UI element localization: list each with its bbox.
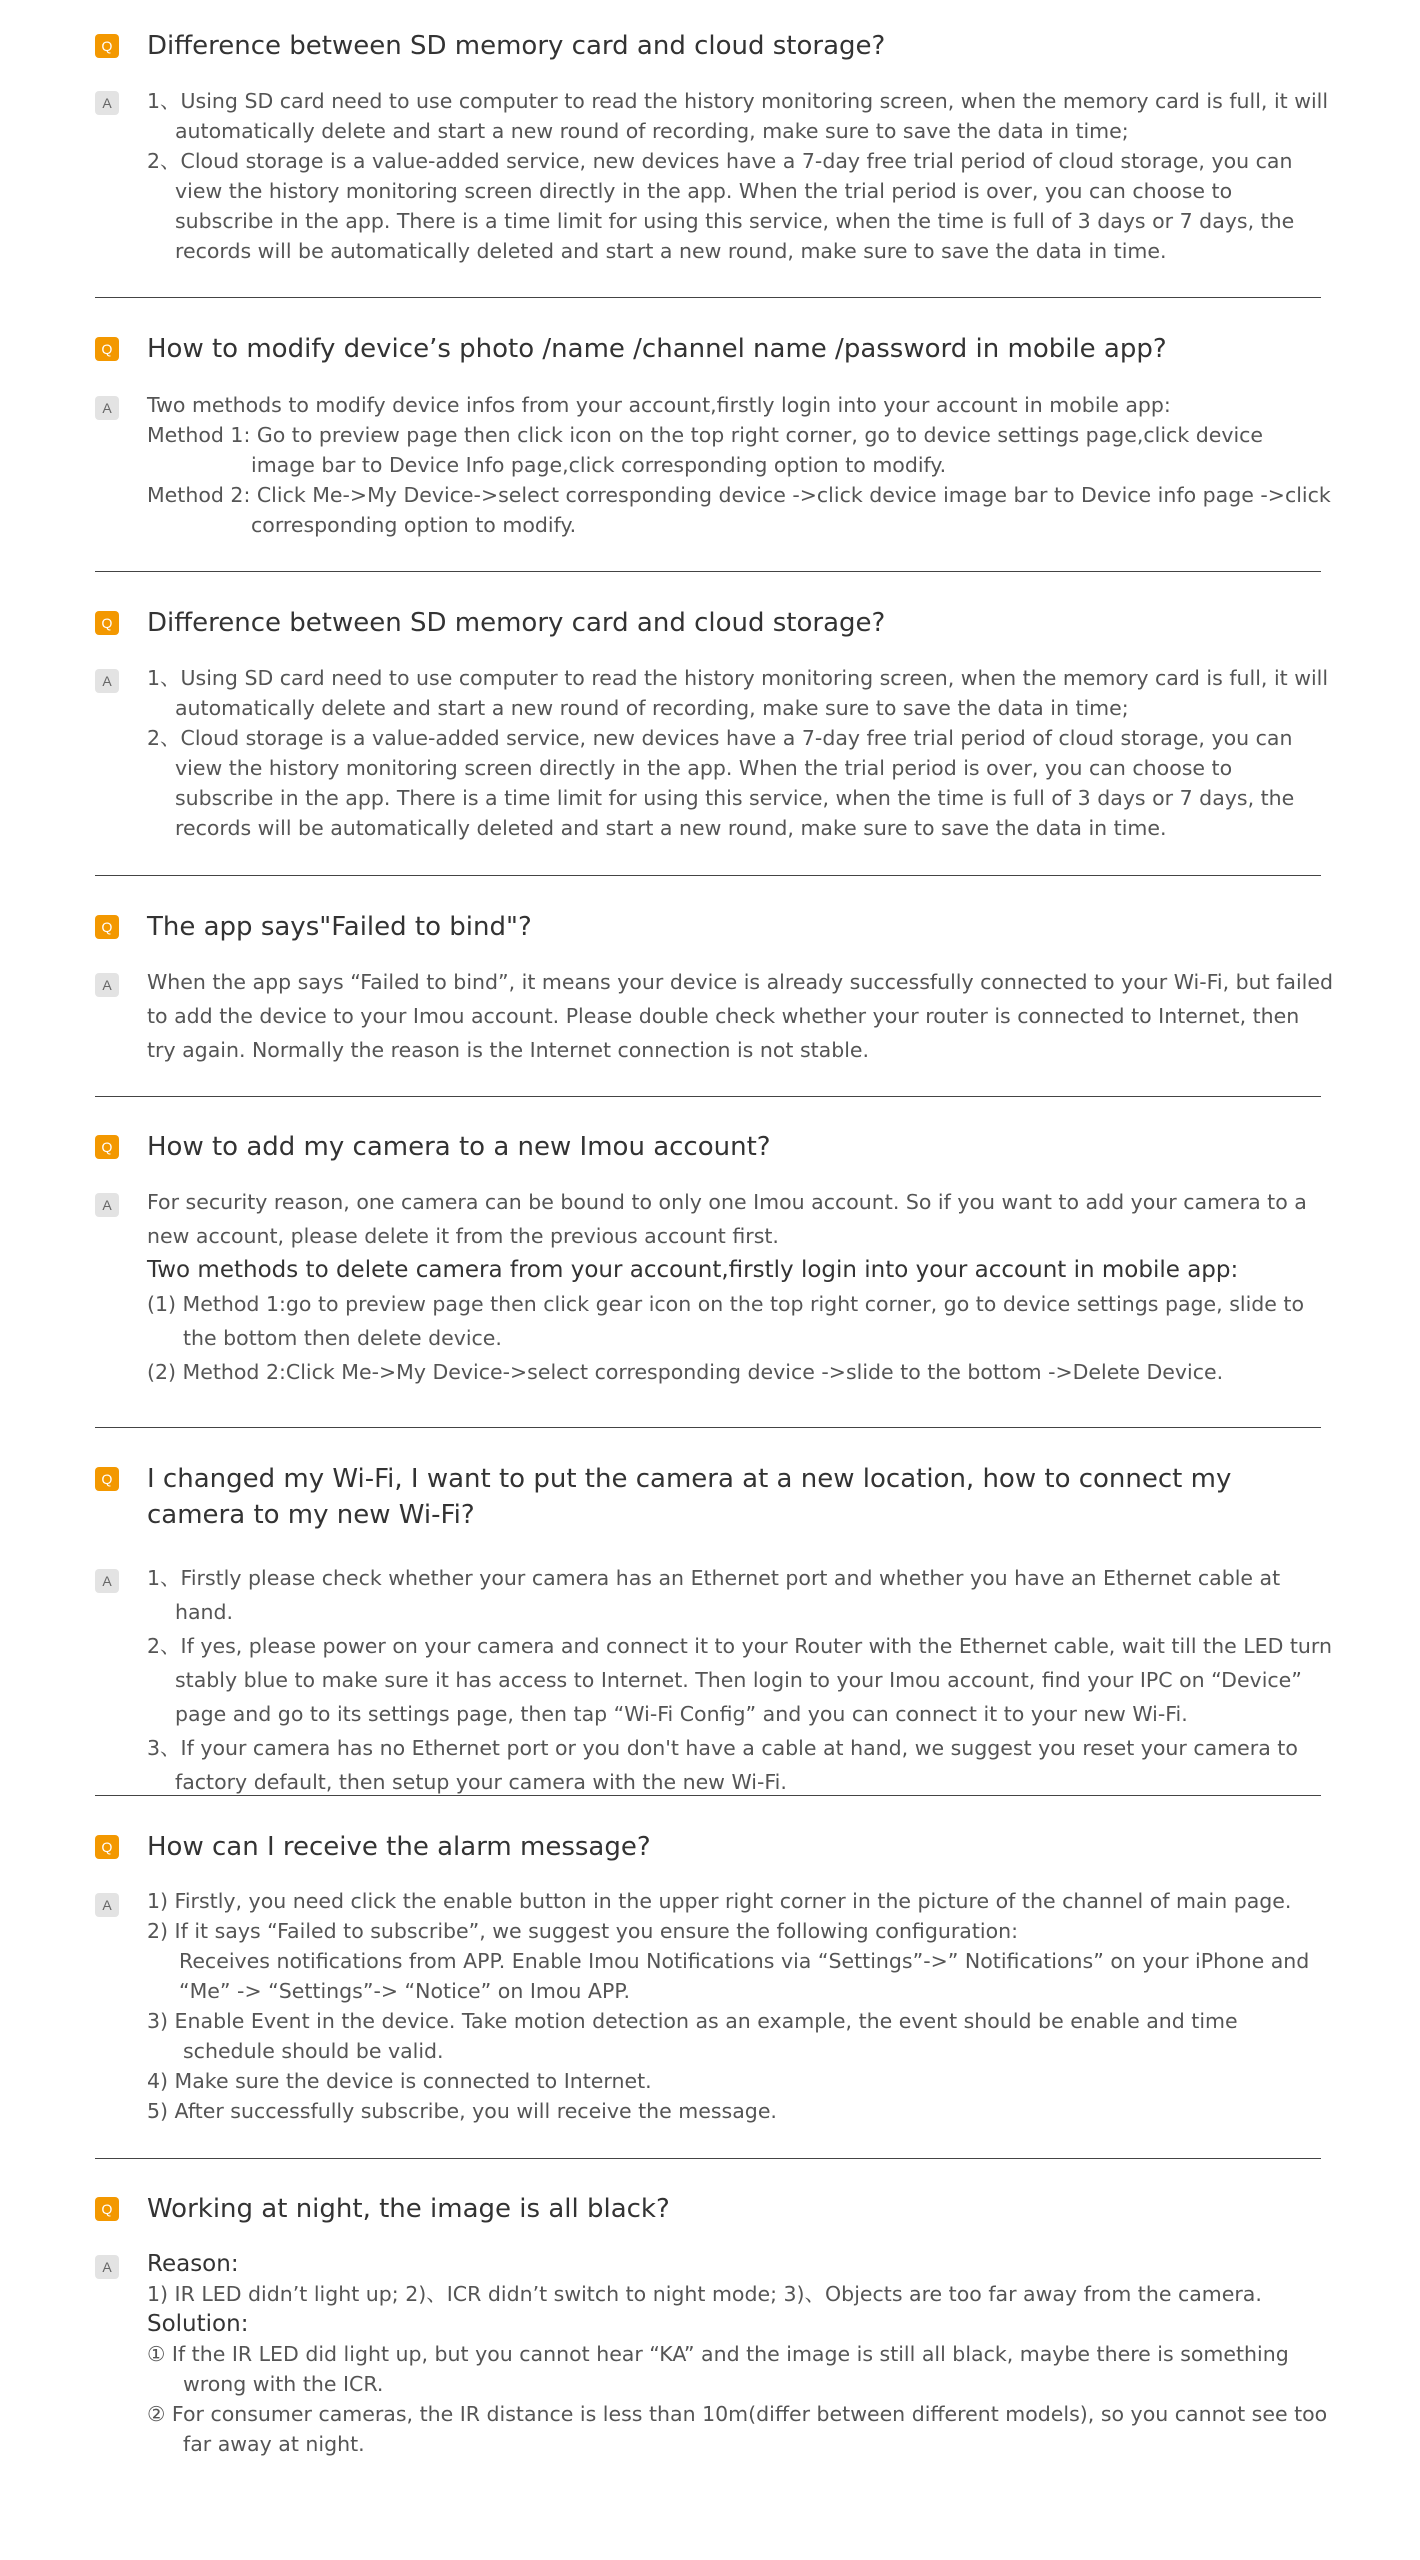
answer-icon: A xyxy=(95,396,119,420)
method-item: (1) Method 1:go to preview page then click gear icon on the top right corner, go to device settings page, slide to the bottom then delete device. xyxy=(147,1292,1304,1350)
divider xyxy=(95,1795,1321,1796)
answer-icon: A xyxy=(95,91,119,115)
faq-answer xyxy=(147,86,1333,266)
answer-icon: A xyxy=(95,1569,119,1593)
faq-answer xyxy=(147,2249,1333,2459)
step-item: 3) Enable Event in the device. Take motion detection as an example, the event should be enable and time schedule should be valid. xyxy=(147,2009,1238,2063)
solution-label: Solution: xyxy=(147,2311,249,2337)
faq-question: How to add my camera to a new Imou account? xyxy=(147,1132,771,1162)
answer-item: 1、Firstly please check whether your camera has an Ethernet port and whether you have an Ethernet cable at hand. xyxy=(147,1566,1281,1624)
answer-icon: A xyxy=(95,1193,119,1217)
divider xyxy=(95,1427,1321,1428)
step-item: 4) Make sure the device is connected to Internet. xyxy=(147,2069,652,2093)
faq-answer xyxy=(147,390,1333,540)
answer-text: When the app says “Failed to bind”, it means your device is already successfully connected to your Wi-Fi, but failed to add the device to your Imou account. Please double check whether your router is connected to Internet, then try again. Normally the reason is the Internet connection is not stable. xyxy=(147,970,1333,1062)
faq-question: How to modify device’s photo /name /channel name /password in mobile app? xyxy=(147,334,1167,364)
question-icon: Q xyxy=(95,611,119,635)
method-item: Method 2: Click Me->My Device->select corresponding device ->click device image bar to Device info page ->click corresponding option to modify. xyxy=(147,483,1331,537)
step-item: 2) If it says “Failed to subscribe”, we suggest you ensure the following configuration: xyxy=(147,1919,1019,1943)
question-icon: Q xyxy=(95,1835,119,1859)
faq-question: Working at night, the image is all black? xyxy=(147,2194,670,2224)
faq-answer xyxy=(147,1185,1333,1389)
faq-answer xyxy=(147,663,1333,843)
faq-answer xyxy=(147,965,1333,1067)
question-icon: Q xyxy=(95,34,119,58)
answer-item: 3、If your camera has no Ethernet port or you don't have a cable at hand, we suggest you reset your camera to factory default, then setup your camera with the new Wi-Fi. xyxy=(147,1736,1298,1794)
faq-answer xyxy=(147,1561,1333,1799)
answer-icon: A xyxy=(95,2255,119,2279)
divider xyxy=(95,571,1321,572)
method-item: Method 1: Go to preview page then click icon on the top right corner, go to device settings page,click device image bar to Device Info page,click corresponding option to modify. xyxy=(147,423,1264,477)
step-detail: Receives notifications from APP. Enable Imou Notifications via “Settings”->” Notifications” on your iPhone and “Me” -> “Settings”-> “Notice” on Imou APP. xyxy=(179,1949,1310,2003)
reasons-text: 1) IR LED didn’t light up; 2)、ICR didn’t switch to night mode; 3)、Objects are too far away from the camera. xyxy=(147,2282,1262,2306)
answer-item: 1、Using SD card need to use computer to read the history monitoring screen, when the memory card is full, it will automatically delete and start a new round of recording, make sure to save the data in time; xyxy=(147,89,1329,143)
question-icon: Q xyxy=(95,1135,119,1159)
question-icon: Q xyxy=(95,1467,119,1491)
faq-question: How can I receive the alarm message? xyxy=(147,1832,651,1862)
answer-subheading: Two methods to delete camera from your account,firstly login into your account in mobile app: xyxy=(147,1257,1239,1283)
answer-icon: A xyxy=(95,973,119,997)
answer-item: 2、If yes, please power on your camera and connect it to your Router with the Ethernet cable, wait till the LED turn stably blue to make sure it has access to Internet. Then login to your Imou account, find your IPC on “Device” page and go to its settings page, then tap “Wi-Fi Config” and you can connect it to your new Wi-Fi. xyxy=(147,1634,1332,1726)
divider xyxy=(95,1096,1321,1097)
faq-question: Difference between SD memory card and cloud storage? xyxy=(147,608,886,638)
faq-answer xyxy=(147,1886,1333,2126)
divider xyxy=(95,875,1321,876)
answer-icon: A xyxy=(95,669,119,693)
question-icon: Q xyxy=(95,915,119,939)
answer-text: For security reason, one camera can be bound to only one Imou account. So if you want to add your camera to a new account, please delete it from the previous account first. xyxy=(147,1190,1307,1248)
solution-item: ① If the IR LED did light up, but you cannot hear “KA” and the image is still all black, maybe there is something wrong with the ICR. xyxy=(147,2342,1289,2396)
method-item: (2) Method 2:Click Me->My Device->select corresponding device ->slide to the bottom ->Delete Device. xyxy=(147,1360,1224,1384)
faq-question: The app says"Failed to bind"? xyxy=(147,912,532,942)
answer-intro: Two methods to modify device infos from your account,firstly login into your account in mobile app: xyxy=(147,393,1171,417)
faq-question: I changed my Wi-Fi, I want to put the camera at a new location, how to connect my camera to my new Wi-Fi? xyxy=(147,1464,1232,1530)
answer-icon: A xyxy=(95,1893,119,1917)
divider xyxy=(95,2158,1321,2159)
step-item: 5) After successfully subscribe, you will receive the message. xyxy=(147,2099,777,2123)
answer-item: 2、Cloud storage is a value-added service, new devices have a 7-day free trial period of cloud storage, you can view the history monitoring screen directly in the app. When the trial period is over, you can choose to subscribe in the app. There is a time limit for using this service, when the time is full of 3 days or 7 days, the records will be automatically deleted and start a new round, make sure to save the data in time. xyxy=(147,726,1295,840)
faq-question: Difference between SD memory card and cloud storage? xyxy=(147,31,886,61)
question-icon: Q xyxy=(95,2197,119,2221)
solution-item: ② For consumer cameras, the IR distance is less than 10m(differ between different models), so you cannot see too far away at night. xyxy=(147,2402,1328,2456)
divider xyxy=(95,297,1321,298)
question-icon: Q xyxy=(95,337,119,361)
step-item: 1) Firstly, you need click the enable button in the upper right corner in the picture of the channel of main page. xyxy=(147,1889,1292,1913)
answer-item: 2、Cloud storage is a value-added service, new devices have a 7-day free trial period of cloud storage, you can view the history monitoring screen directly in the app. When the trial period is over, you can choose to subscribe in the app. There is a time limit for using this service, when the time is full of 3 days or 7 days, the records will be automatically deleted and start a new round, make sure to save the data in time. xyxy=(147,149,1295,263)
reason-label: Reason: xyxy=(147,2251,239,2277)
answer-item: 1、Using SD card need to use computer to read the history monitoring screen, when the memory card is full, it will automatically delete and start a new round of recording, make sure to save the data in time; xyxy=(147,666,1329,720)
